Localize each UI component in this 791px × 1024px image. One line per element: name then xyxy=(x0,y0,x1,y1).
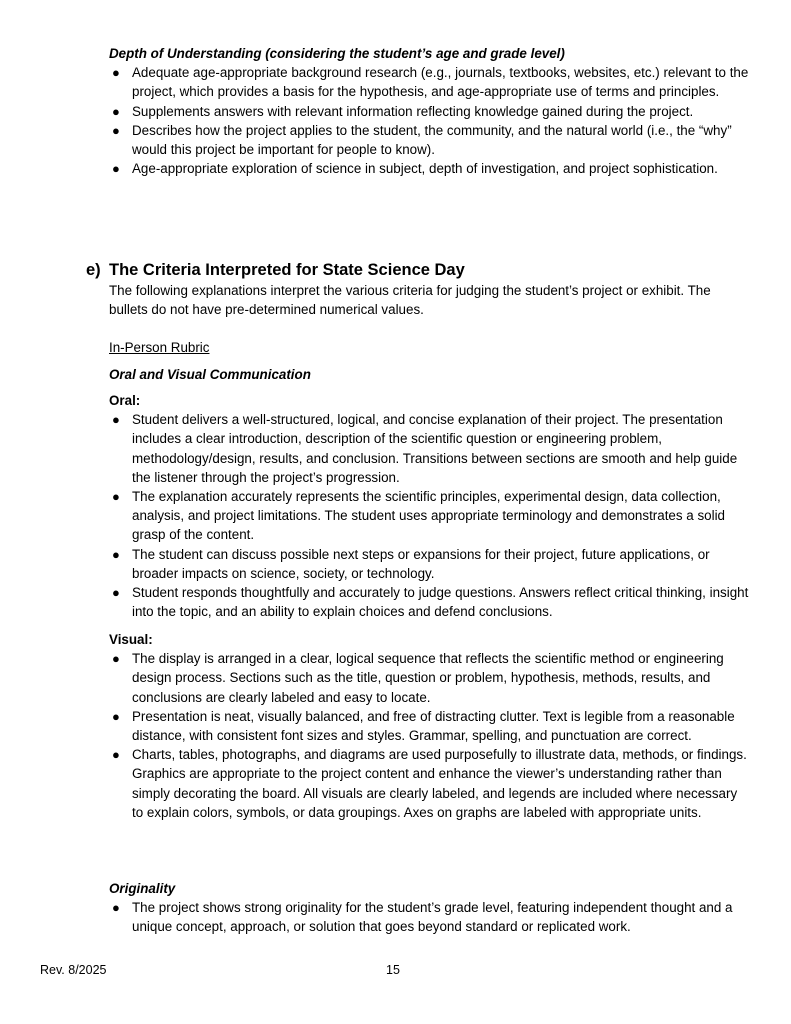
rubric-label: In-Person Rubric xyxy=(109,340,210,355)
bullet-icon: ● xyxy=(112,708,120,724)
list-item xyxy=(109,583,749,621)
section-e-heading xyxy=(86,260,465,280)
footer-page-number: 15 xyxy=(386,963,400,977)
list-item-text: Age-appropriate exploration of science in subject, depth of investigation, and project sophistication. xyxy=(132,161,718,177)
list-item xyxy=(109,745,749,822)
section-title: The Criteria Interpreted for State Science Day xyxy=(109,261,465,279)
depth-section xyxy=(109,44,749,178)
list-item xyxy=(109,63,749,101)
visual-section xyxy=(109,630,749,822)
bullet-icon: ● xyxy=(112,122,120,138)
oral-label: Oral: xyxy=(109,393,141,408)
bullet-icon: ● xyxy=(112,651,120,667)
depth-heading: Depth of Understanding (considering the student’s age and grade level) xyxy=(109,46,565,61)
bullet-icon: ● xyxy=(112,161,120,177)
list-item xyxy=(109,410,749,487)
oral-bullet-list xyxy=(109,410,749,621)
bullet-icon: ● xyxy=(112,489,120,505)
list-item xyxy=(109,707,749,745)
list-item-text: Describes how the project applies to the student, the community, and the natural world (i.e., the “why” would this project be important for people to know). xyxy=(132,122,732,158)
visual-bullet-list xyxy=(109,649,749,822)
bullet-icon: ● xyxy=(112,585,120,601)
list-item xyxy=(109,159,749,178)
bullet-icon: ● xyxy=(112,103,120,119)
list-item-text: Adequate age-appropriate background research (e.g., journals, textbooks, websites, etc.) relevant to the project, which provides a basis for the hypothesis, and age-appropriate use of terms and principles. xyxy=(132,65,749,100)
depth-bullet-list xyxy=(109,63,749,178)
originality-bullet-list xyxy=(109,898,749,936)
list-item xyxy=(109,649,749,707)
list-item xyxy=(109,545,749,583)
list-item-text: Charts, tables, photographs, and diagrams are used purposefully to illustrate data, methods, or findings. Graphics are appropriate to the project content and enhance the viewer’s understanding rather than simply decorating the board. All visuals are clearly labeled, and legends are included where necessary to explain colors, symbols, or data groupings. Axes on graphs are labeled with appropriate units. xyxy=(132,747,747,820)
oral-visual-heading: Oral and Visual Communication xyxy=(109,367,311,382)
list-item xyxy=(109,121,749,159)
originality-section xyxy=(109,879,749,937)
originality-heading: Originality xyxy=(109,881,176,896)
list-item-text: Supplements answers with relevant information reflecting knowledge gained during the project. xyxy=(132,103,694,119)
list-item-text: Student responds thoughtfully and accurately to judge questions. Answers reflect critical thinking, insight into the topic, and an ability to explain choices and defend conclusions. xyxy=(132,585,749,620)
list-item-text: The project shows strong originality for the student’s grade level, featuring independent thought and a unique concept, approach, or solution that goes beyond standard or replicated work. xyxy=(132,900,733,935)
footer-revision: Rev. 8/2025 xyxy=(40,963,107,977)
list-item xyxy=(109,898,749,936)
list-item-text: The explanation accurately represents the scientific principles, experimental design, data collection, analysis, and project limitations. The student uses appropriate terminology and demonstrates a solid grasp of the content. xyxy=(132,489,725,543)
section-e-intro: The following explanations interpret the various criteria for judging the student’s project or exhibit. The bullets do not have pre-determined numerical values. xyxy=(109,283,711,318)
bullet-icon: ● xyxy=(112,546,120,562)
oral-section xyxy=(109,391,749,621)
list-item-text: Presentation is neat, visually balanced, and free of distracting clutter. Text is legible from a reasonable distance, with consistent font sizes and styles. Grammar, spelling, and punctuation are correct. xyxy=(132,708,735,744)
list-item-text: The student can discuss possible next steps or expansions for their project, future applications, or broader impacts on science, society, or technology. xyxy=(132,546,710,581)
list-item xyxy=(109,102,749,121)
bullet-icon: ● xyxy=(112,412,120,428)
list-item xyxy=(109,487,749,545)
bullet-icon: ● xyxy=(112,747,120,763)
bullet-icon: ● xyxy=(112,900,120,916)
bullet-icon: ● xyxy=(112,65,120,81)
visual-label: Visual: xyxy=(109,632,153,647)
section-letter: e) xyxy=(86,261,101,279)
list-item-text: The display is arranged in a clear, logical sequence that reflects the scientific method or engineering design process. Sections such as the title, question or problem, hypothesis, methods, results, and conclusions are clearly labeled and easy to locate. xyxy=(132,651,724,705)
list-item-text: Student delivers a well-structured, logical, and concise explanation of their project. The presentation includes a clear introduction, description of the scientific question or engineering problem, methodology/design, results, and conclusion. Transitions between sections are smooth and help guide the listener through the project’s progression. xyxy=(132,412,738,485)
